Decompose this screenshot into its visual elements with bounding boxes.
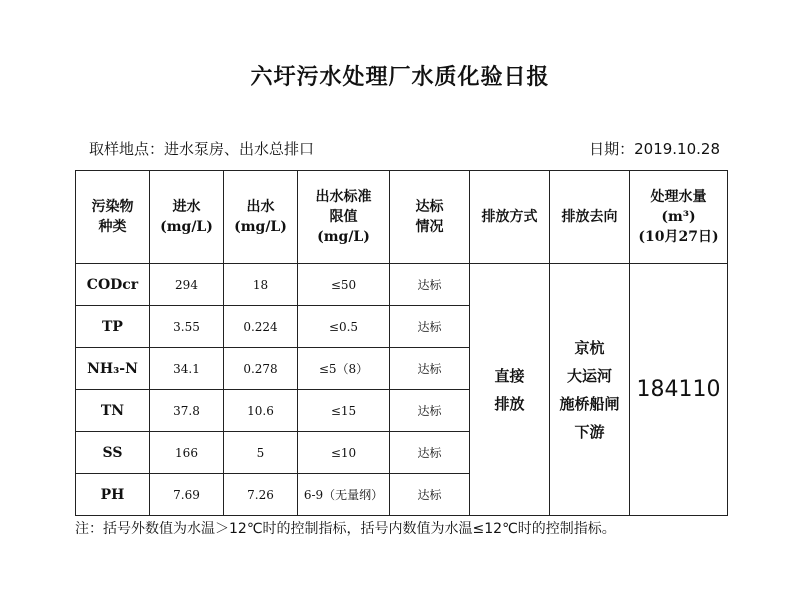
effluent-cell: 10.6 [224,390,298,432]
limit-cell: ≤50 [298,264,390,306]
header-effluent: 出水 (mg/L) [224,171,298,264]
effluent-cell: 7.26 [224,474,298,516]
header-discharge-method: 排放方式 [470,171,550,264]
footnote: 注：括号外数值为水温＞12℃时的控制指标，括号内数值为水温≤12℃时的控制指标。 [75,521,616,537]
treated-volume-cell: 184110 [630,264,728,516]
water-quality-table [75,170,728,516]
effluent-cell: 5 [224,432,298,474]
influent-cell: 7.69 [150,474,224,516]
header-pollutant: 污染物 种类 [76,171,150,264]
header-limit: 出水标准 限值 (mg/L) [298,171,390,264]
effluent-cell: 0.224 [224,306,298,348]
status-cell: 达标 [390,348,470,390]
status-cell: 达标 [390,432,470,474]
status-cell: 达标 [390,306,470,348]
param-cell: PH [76,474,150,516]
limit-cell: 6-9（无量纲） [298,474,390,516]
influent-cell: 294 [150,264,224,306]
header-volume: 处理水量 (m³) (10月27日) [630,171,728,264]
limit-cell: ≤5（8） [298,348,390,390]
header-influent: 进水 (mg/L) [150,171,224,264]
header-discharge-destination: 排放去向 [550,171,630,264]
effluent-cell: 0.278 [224,348,298,390]
param-cell: TN [76,390,150,432]
param-cell: CODcr [76,264,150,306]
limit-cell: ≤0.5 [298,306,390,348]
status-cell: 达标 [390,264,470,306]
report-date: 日期：2019.10.28 [589,140,720,158]
header-row [76,171,728,264]
discharge-method-cell: 直接 排放 [470,264,550,516]
influent-cell: 34.1 [150,348,224,390]
influent-cell: 37.8 [150,390,224,432]
header-compliance: 达标 情况 [390,171,470,264]
param-cell: SS [76,432,150,474]
limit-cell: ≤10 [298,432,390,474]
influent-cell: 3.55 [150,306,224,348]
param-cell: TP [76,306,150,348]
status-cell: 达标 [390,390,470,432]
table-row [76,264,728,306]
effluent-cell: 18 [224,264,298,306]
limit-cell: ≤15 [298,390,390,432]
influent-cell: 166 [150,432,224,474]
status-cell: 达标 [390,474,470,516]
sampling-location: 取样地点：进水泵房、出水总排口 [89,140,315,158]
report-title: 六圩污水处理厂水质化验日报 [250,65,550,90]
discharge-destination-cell: 京杭 大运河 施桥船闸 下游 [550,264,630,516]
param-cell: NH₃-N [76,348,150,390]
